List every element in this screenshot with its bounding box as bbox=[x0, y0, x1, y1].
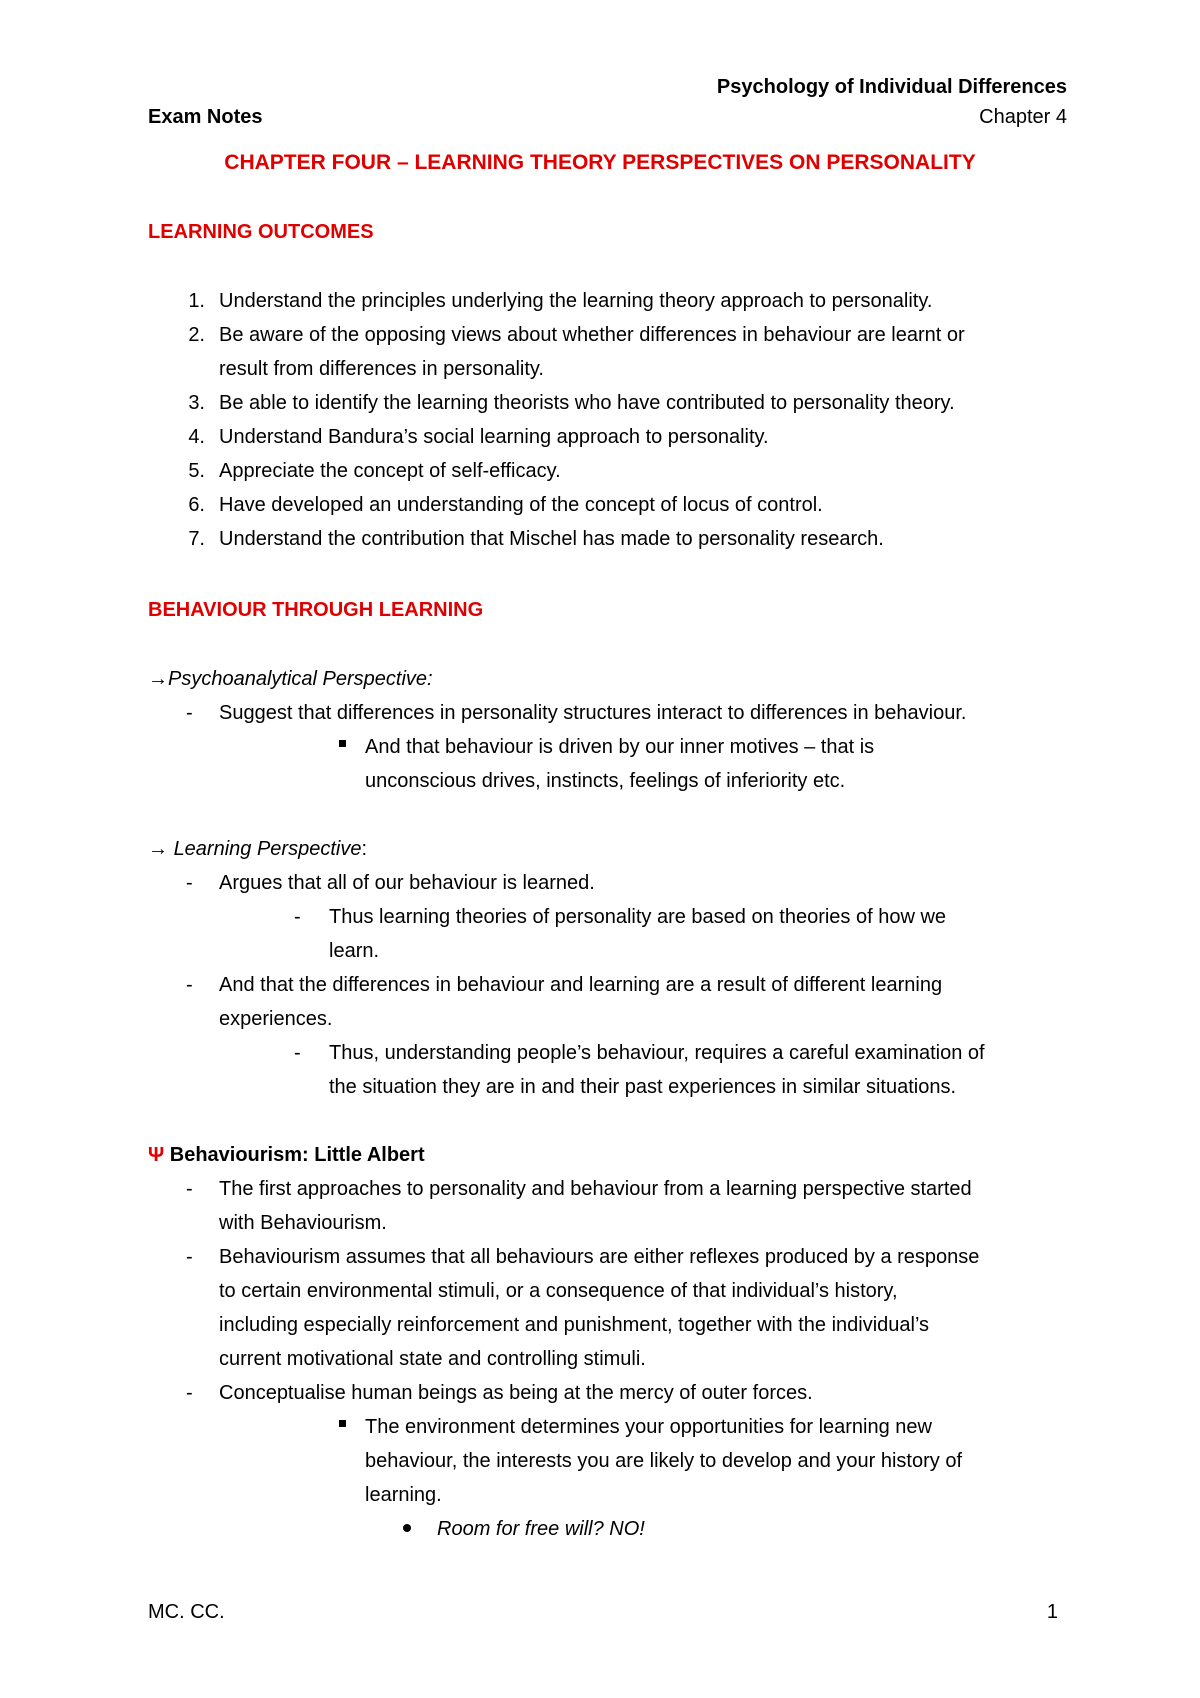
arrow-right-icon: → bbox=[148, 668, 168, 690]
outcome-item-continuation: result from differences in personality. bbox=[219, 358, 544, 380]
arrow-right-icon: → bbox=[148, 838, 168, 860]
behaviourism-point: Conceptualise human beings as being at the mercy of outer forces. bbox=[219, 1382, 813, 1404]
outcome-number: 7. bbox=[188, 528, 205, 550]
dash-bullet: - bbox=[186, 1178, 193, 1200]
header-doc-type: Exam Notes bbox=[148, 106, 263, 128]
behaviourism-point-continuation: current motivational state and controlling stimuli. bbox=[219, 1348, 646, 1370]
dash-bullet: - bbox=[294, 1042, 301, 1064]
psychoanalytic-subpoint: And that behaviour is driven by our inner motives – that is bbox=[365, 736, 875, 758]
chapter-title: CHAPTER FOUR – LEARNING THEORY PERSPECTIVES ON PERSONALITY bbox=[224, 151, 976, 174]
learning-perspective-label bbox=[148, 832, 367, 866]
outcome-number: 6. bbox=[188, 494, 205, 516]
dash-bullet: - bbox=[186, 872, 193, 894]
behaviourism-subpoint: The environment determines your opportunities for learning new bbox=[365, 1416, 932, 1438]
dash-bullet: - bbox=[186, 1246, 193, 1268]
outcome-item: Appreciate the concept of self-efficacy. bbox=[219, 460, 561, 482]
outcome-number: 5. bbox=[188, 460, 205, 482]
behaviourism-point-continuation: including especially reinforcement and punishment, together with the individual’s bbox=[219, 1314, 930, 1336]
outcome-number: 3. bbox=[188, 392, 205, 414]
psychoanalytic-subpoint-continuation: unconscious drives, instincts, feelings of inferiority etc. bbox=[365, 770, 846, 792]
outcome-number: 2. bbox=[188, 324, 205, 346]
behaviourism-subpoint-continuation: behaviour, the interests you are likely to develop and your history of bbox=[365, 1450, 963, 1472]
dash-bullet: - bbox=[294, 906, 301, 928]
psi-icon: Ψ bbox=[148, 1144, 165, 1166]
learning-point-continuation: experiences. bbox=[219, 1008, 333, 1030]
behaviourism-point: The first approaches to personality and behaviour from a learning perspective started bbox=[219, 1178, 972, 1200]
outcome-item: Understand Bandura’s social learning approach to personality. bbox=[219, 426, 769, 448]
header-chapter: Chapter 4 bbox=[979, 106, 1067, 128]
psychoanalytic-perspective-label bbox=[148, 662, 433, 696]
page-number: 1 bbox=[1046, 1601, 1058, 1623]
learning-outcomes-heading: LEARNING OUTCOMES bbox=[148, 221, 374, 243]
behaviourism-heading-text: Behaviourism: Little Albert bbox=[169, 1144, 425, 1166]
learning-label-colon: : bbox=[361, 838, 368, 860]
dash-bullet: - bbox=[186, 974, 193, 996]
behaviourism-point: Behaviourism assumes that all behaviours are either reflexes produced by a response bbox=[219, 1246, 980, 1268]
dash-bullet: - bbox=[186, 1382, 193, 1404]
behaviourism-point-continuation: with Behaviourism. bbox=[219, 1212, 387, 1234]
outcome-item: Be able to identify the learning theorists who have contributed to personality theory. bbox=[219, 392, 955, 414]
outcome-item: Understand the contribution that Mischel has made to personality research. bbox=[219, 528, 884, 550]
outcome-number: 1. bbox=[188, 290, 205, 312]
round-bullet-icon bbox=[403, 1524, 411, 1532]
psychoanalytic-label-text: Psychoanalytical Perspective: bbox=[168, 668, 433, 690]
footer-initials: MC. CC. bbox=[148, 1601, 225, 1623]
learning-point: Argues that all of our behaviour is learned. bbox=[219, 872, 595, 894]
learning-label-text: Learning Perspective bbox=[173, 838, 362, 860]
outcome-item: Understand the principles underlying the learning theory approach to personality. bbox=[219, 290, 933, 312]
behaviourism-point-continuation: to certain environmental stimuli, or a consequence of that individual’s history, bbox=[219, 1280, 898, 1302]
free-will-note: Room for free will? NO! bbox=[437, 1518, 645, 1540]
behaviourism-heading bbox=[148, 1138, 425, 1172]
learning-point: And that the differences in behaviour and learning are a result of different learning bbox=[219, 974, 943, 996]
learning-subpoint: Thus, understanding people’s behaviour, requires a careful examination of bbox=[329, 1042, 985, 1064]
header-course-title: Psychology of Individual Differences bbox=[716, 76, 1067, 98]
learning-subpoint-continuation: learn. bbox=[329, 940, 380, 962]
outcome-number: 4. bbox=[188, 426, 205, 448]
outcome-item: Be aware of the opposing views about whether differences in behaviour are learnt or bbox=[219, 324, 965, 346]
behaviourism-subpoint-continuation: learning. bbox=[365, 1484, 442, 1506]
square-bullet-icon bbox=[339, 740, 346, 747]
outcome-item: Have developed an understanding of the concept of locus of control. bbox=[219, 494, 823, 516]
behaviour-through-learning-heading: BEHAVIOUR THROUGH LEARNING bbox=[148, 599, 484, 621]
learning-subpoint: Thus learning theories of personality are based on theories of how we bbox=[329, 906, 947, 928]
dash-bullet: - bbox=[186, 702, 193, 724]
square-bullet-icon bbox=[339, 1420, 346, 1427]
psychoanalytic-point: Suggest that differences in personality structures interact to differences in behaviour. bbox=[219, 702, 967, 724]
learning-subpoint-continuation: the situation they are in and their past experiences in similar situations. bbox=[329, 1076, 957, 1098]
